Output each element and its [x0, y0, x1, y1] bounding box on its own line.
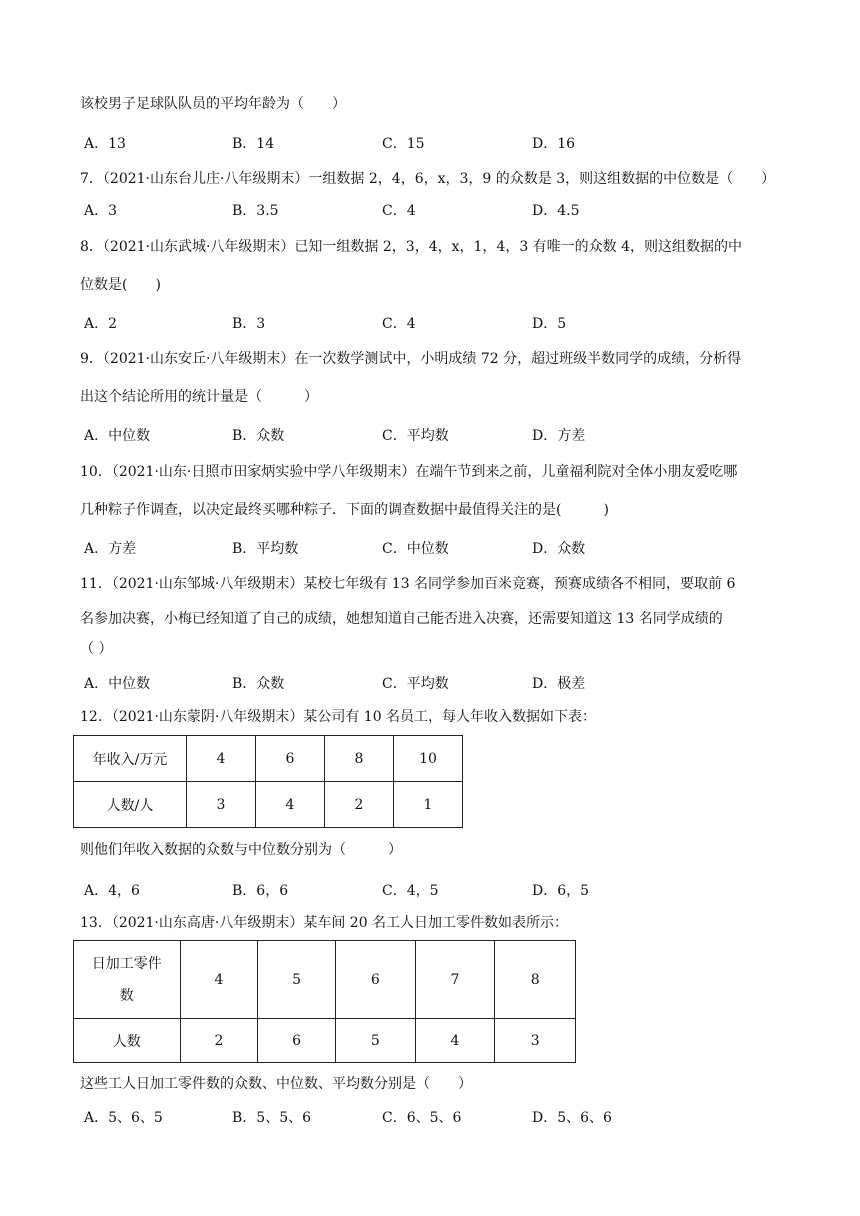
option-d: D．极差: [532, 676, 586, 692]
q13-stem: 13．（2021·山东高唐·八年级期末）某车间 20 名工人日加工零件数如表所示：: [80, 915, 569, 931]
q12-income-table: [73, 735, 463, 828]
option-a: A．4，6: [84, 883, 140, 899]
q8-options: [84, 314, 804, 334]
table-row: [74, 782, 463, 828]
table-cell: 3: [495, 1019, 576, 1063]
q10-stem-line-1: 10．（2021·山东·日照市田家炳实验中学八年级期末）在端午节到来之前，儿童福利院对全体小朋友爱吃哪: [80, 464, 738, 480]
option-d: D．5: [532, 316, 567, 332]
table-cell: 10: [394, 736, 463, 782]
q9-options: [84, 426, 804, 446]
table-cell: 7: [415, 941, 495, 1019]
q13-question: 这些工人日加工零件数的众数、中位数、平均数分别是（ ）: [80, 1076, 472, 1092]
q11-stem-line-1: 11．（2021·山东邹城·八年级期末）某校七年级有 13 名同学参加百米竞赛，预赛成绩各不相同，要取前 6: [80, 576, 736, 592]
option-c: C．4: [382, 203, 416, 219]
table-cell: 2: [180, 1019, 258, 1063]
option-d: D．4.5: [532, 203, 580, 219]
header-line: 日加工零件: [91, 955, 162, 972]
table-cell: 6: [335, 941, 415, 1019]
option-d: D．众数: [532, 541, 586, 557]
option-a: A．3: [84, 203, 118, 219]
table-row: [74, 736, 463, 782]
q13-options: [84, 1108, 804, 1128]
q6-options: [84, 134, 804, 154]
q7-options: [84, 201, 804, 221]
q12-question: 则他们年收入数据的众数与中位数分别为（ ）: [80, 842, 402, 858]
option-c: C．平均数: [382, 428, 449, 444]
option-c: C．平均数: [382, 676, 449, 692]
table-cell: 人数/人: [74, 782, 187, 828]
option-d: D．16: [532, 136, 576, 152]
q11-stem-line-3: （ ）: [80, 641, 113, 657]
option-c: C．4: [382, 316, 416, 332]
table-cell: 4: [256, 782, 325, 828]
q10-stem-line-2: 几种粽子作调查，以决定最终买哪种粽子．下面的调查数据中最值得关注的是( ): [80, 502, 609, 518]
table-cell: 4: [187, 736, 256, 782]
q12-stem: 12．（2021·山东蒙阴·八年级期末）某公司有 10 名员工，每人年收入数据如下表：: [80, 709, 597, 725]
table-cell: 8: [325, 736, 394, 782]
table-cell: 人数: [74, 1019, 181, 1063]
option-b: B．众数: [232, 676, 285, 692]
option-b: B．5、5、6: [232, 1110, 312, 1126]
option-a: A．中位数: [84, 428, 151, 444]
option-d: D．5、6、6: [532, 1110, 612, 1126]
table-cell: 3: [187, 782, 256, 828]
q8-stem-line-2: 位数是( ): [80, 277, 161, 293]
option-b: B．众数: [232, 428, 285, 444]
option-c: C．中位数: [382, 541, 449, 557]
option-a: A．中位数: [84, 676, 151, 692]
option-d: D．方差: [532, 428, 586, 444]
q12-options: [84, 881, 804, 901]
option-b: B．3.5: [232, 203, 279, 219]
option-b: B．6，6: [232, 883, 289, 899]
table-cell: 6: [258, 1019, 336, 1063]
q10-options: [84, 539, 804, 559]
q9-stem-line-1: 9．（2021·山东安丘·八年级期末）在一次数学测试中，小明成绩 72 分，超过班级半数同学的成绩，分析得: [80, 351, 742, 367]
q7-stem: 7．（2021·山东台儿庄·八年级期末）一组数据 2，4，6，x，3，9 的众数是 3，则这组数据的中位数是（ ）: [80, 171, 776, 187]
table-cell: 6: [256, 736, 325, 782]
table-row: [74, 941, 576, 1019]
table-cell: 5: [258, 941, 336, 1019]
question-intro: 该校男子足球队队员的平均年龄为（ ）: [80, 96, 346, 112]
table-cell: 5: [335, 1019, 415, 1063]
option-b: B．14: [232, 136, 275, 152]
table-cell: 8: [495, 941, 576, 1019]
option-a: A．方差: [84, 541, 137, 557]
option-a: A．5、6、5: [84, 1110, 163, 1126]
q11-stem-line-2: 名参加决赛，小梅已经知道了自己的成绩，她想知道自己能否进入决赛，还需要知道这 13 名同学成绩的: [80, 611, 723, 627]
table-cell: 年收入/万元: [74, 736, 187, 782]
option-a: A．13: [84, 136, 126, 152]
option-b: B．平均数: [232, 541, 299, 557]
q9-stem-line-2: 出这个结论所用的统计量是（ ）: [80, 389, 318, 405]
option-c: C．4，5: [382, 883, 439, 899]
table-cell: 4: [180, 941, 258, 1019]
table-cell: 4: [415, 1019, 495, 1063]
table-cell: 2: [325, 782, 394, 828]
option-b: B．3: [232, 316, 266, 332]
q11-options: [84, 674, 804, 694]
option-c: C．15: [382, 136, 425, 152]
option-d: D．6，5: [532, 883, 590, 899]
table-cell: 1: [394, 782, 463, 828]
option-c: C．6、5、6: [382, 1110, 462, 1126]
q8-stem-line-1: 8．（2021·山东武城·八年级期末）已知一组数据 2，3，4，x，1，4，3 有唯一的众数 4，则这组数据的中: [80, 239, 743, 255]
option-a: A．2: [84, 316, 118, 332]
table-row: [74, 1019, 576, 1063]
header-line: 数: [119, 987, 134, 1004]
q13-parts-table: [73, 940, 576, 1063]
table-header-cell: [74, 941, 181, 1019]
